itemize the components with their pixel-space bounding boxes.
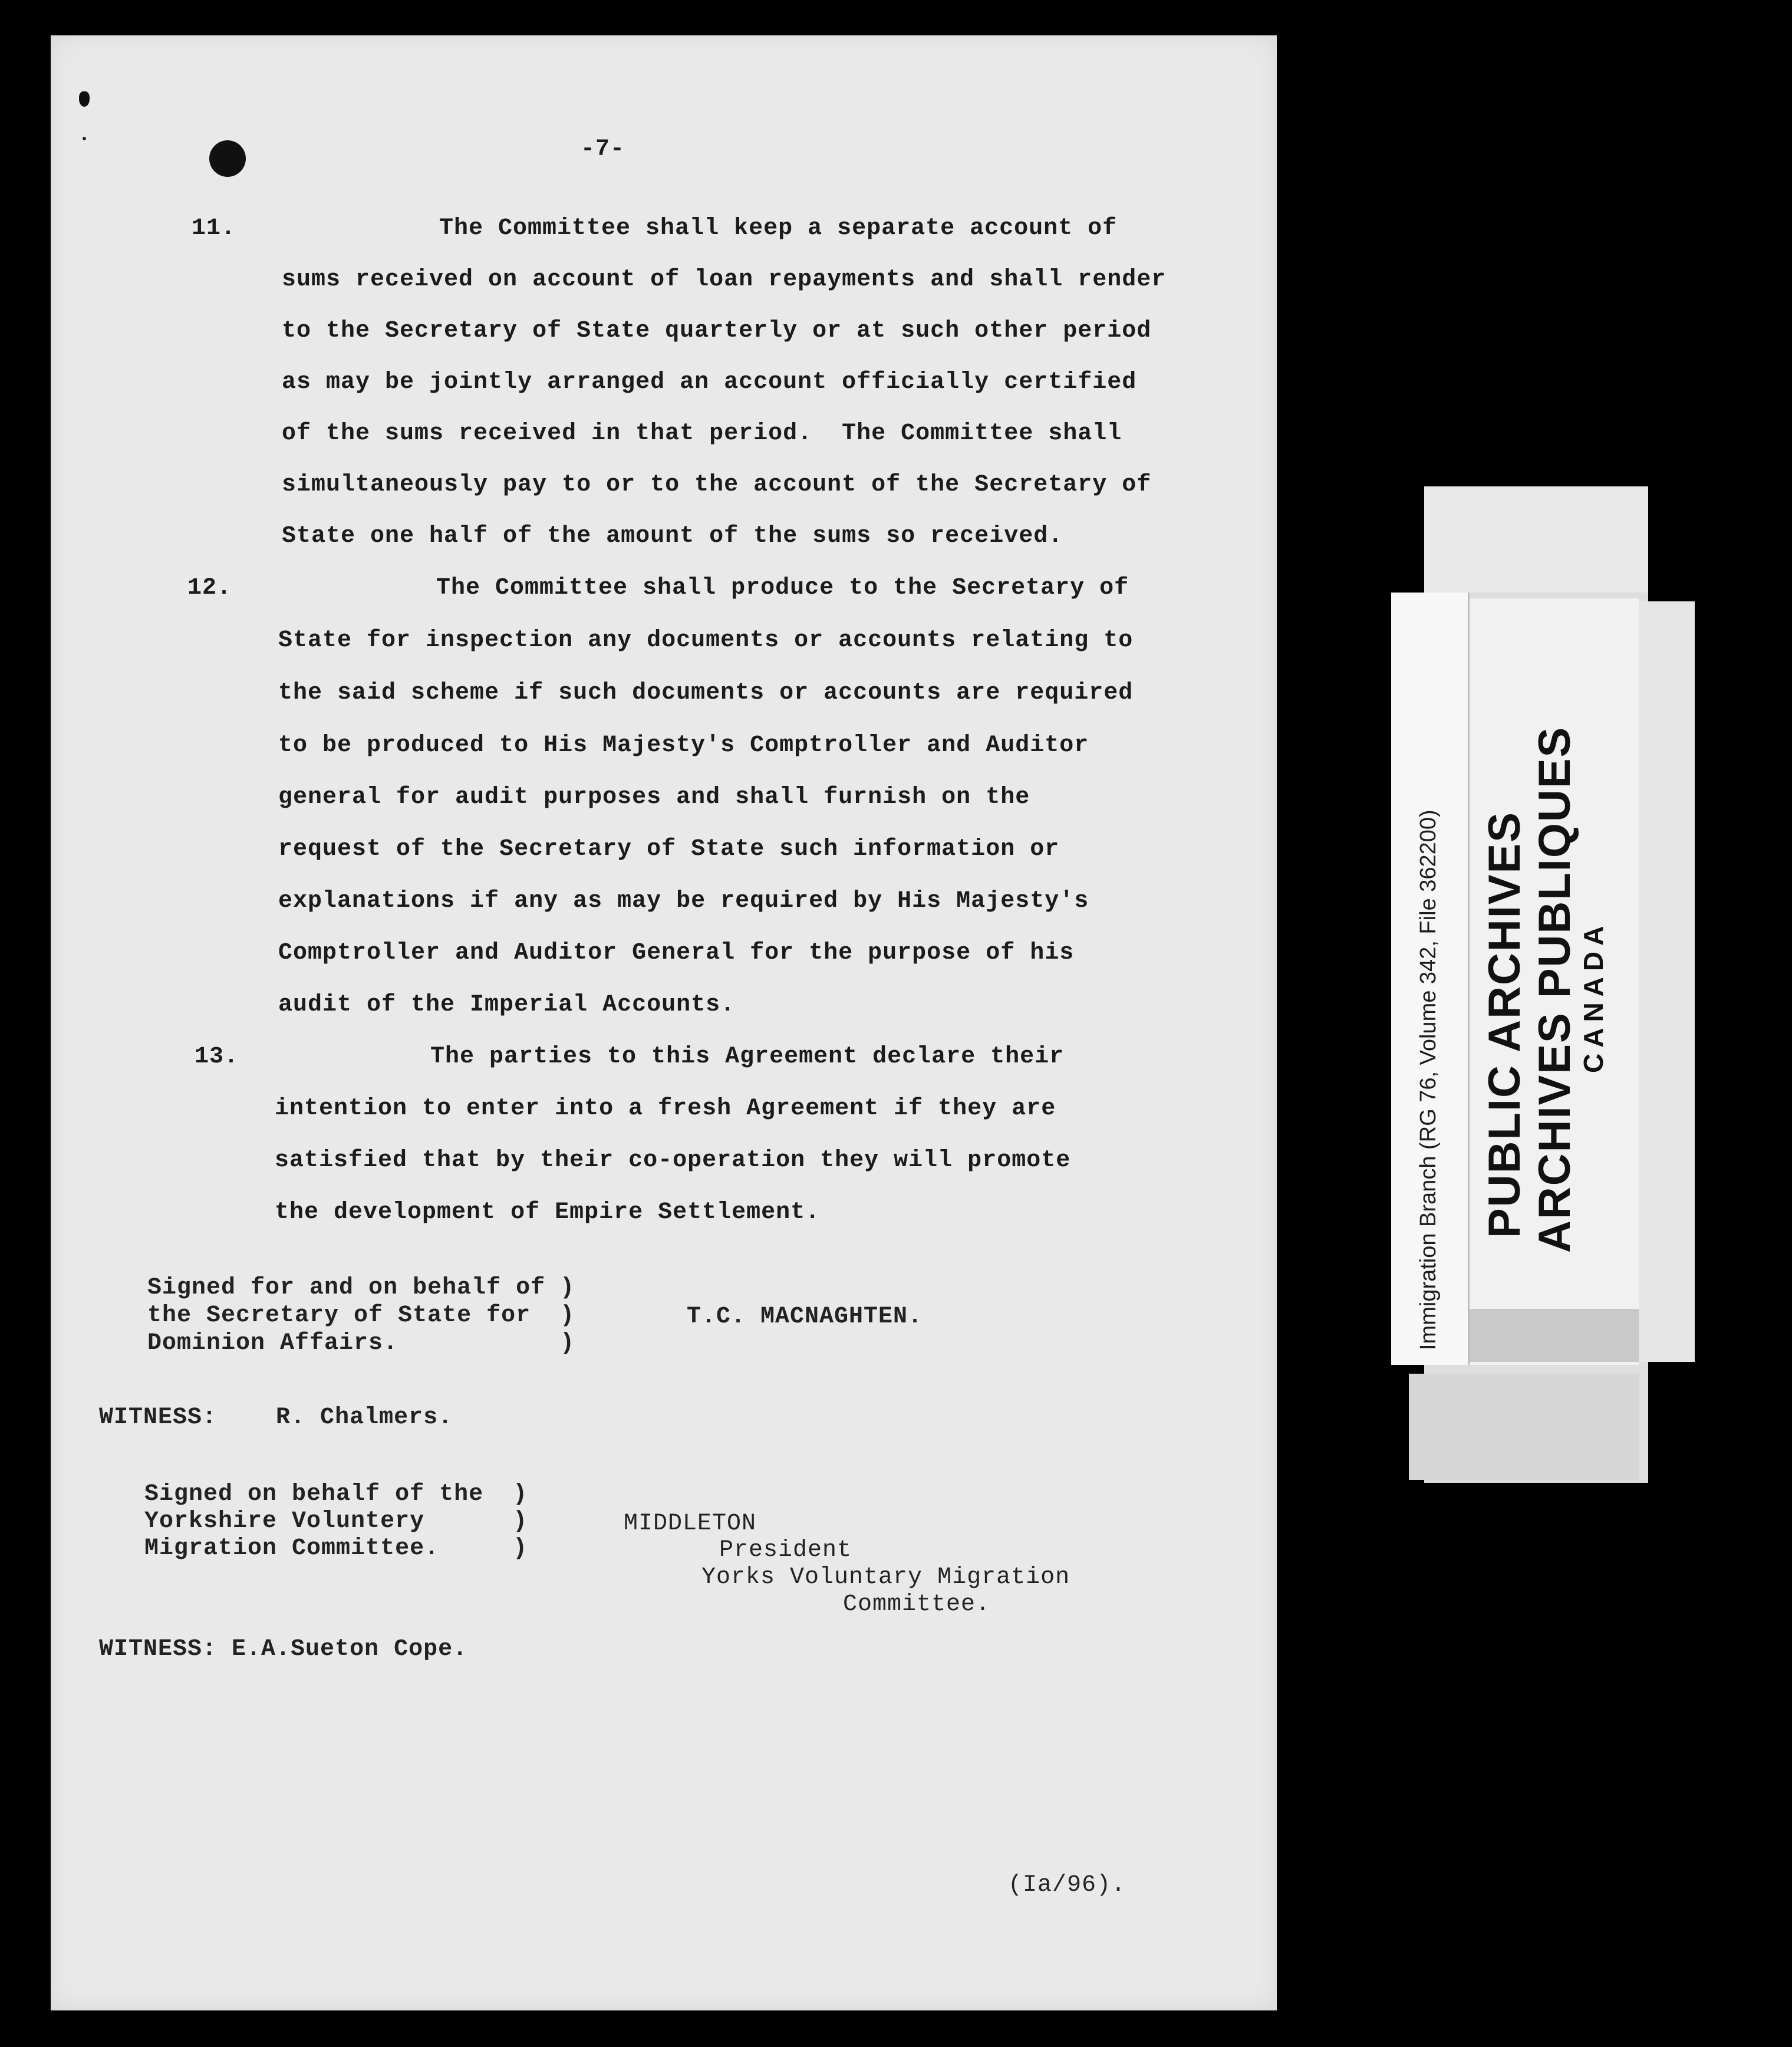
signature-block-1-line: the Secretary of State for ) <box>147 1302 575 1329</box>
paragraph-11-line: State one half of the amount of the sums so received. <box>282 523 1063 549</box>
paragraph-number-13: 13. <box>195 1044 239 1070</box>
witness-2: WITNESS: E.A.Sueton Cope. <box>99 1636 468 1663</box>
signature-block-1-line: Signed for and on behalf of ) <box>147 1275 575 1301</box>
signatory-2-line: President <box>719 1537 852 1564</box>
witness-1: WITNESS: R. Chalmers. <box>99 1404 453 1431</box>
paragraph-12-line: Comptroller and Auditor General for the purpose of his <box>278 940 1075 966</box>
paragraph-13-line: intention to enter into a fresh Agreement if they are <box>275 1095 1056 1122</box>
paragraph-11-line: simultaneously pay to or to the account of the Secretary of <box>282 472 1152 498</box>
paragraph-11-line: of the sums received in that period. The Committee shall <box>282 420 1122 447</box>
page-mark <box>79 91 90 107</box>
paragraph-13-line: The parties to this Agreement declare their <box>430 1044 1065 1070</box>
signatory-1: T.C. MACNAGHTEN. <box>687 1304 923 1330</box>
signature-block-2-line: Yorkshire Voluntery ) <box>144 1508 528 1535</box>
archive-reference: Immigration Branch (RG 76, Volume 342, File 362200) <box>1416 809 1441 1350</box>
paragraph-12-line: State for inspection any documents or accounts relating to <box>278 627 1134 654</box>
paragraph-13-line: satisfied that by their co-operation they will promote <box>275 1147 1071 1174</box>
archive-stamp-line-3: CANADA <box>1578 920 1609 1073</box>
archive-label-band <box>1462 1309 1639 1362</box>
archive-stamp-line-2: ARCHIVES PUBLIQUES <box>1530 726 1580 1253</box>
paragraph-11-line: sums received on account of loan repayments and shall render <box>282 266 1167 293</box>
signatory-2-line: MIDDLETON <box>624 1510 757 1537</box>
paragraph-12-line: the said scheme if such documents or accounts are required <box>278 680 1134 706</box>
paragraph-11-line: to the Secretary of State quarterly or at such other period <box>282 318 1152 344</box>
paragraph-12-line: audit of the Imperial Accounts. <box>278 992 736 1018</box>
paragraph-12-line: The Committee shall produce to the Secretary of <box>436 575 1129 601</box>
archive-label-side <box>1636 601 1695 1362</box>
archive-label-top-strip <box>1424 486 1648 593</box>
signature-block-2-line: Migration Committee. ) <box>144 1535 528 1562</box>
signature-block-2-line: Signed on behalf of the ) <box>144 1481 528 1508</box>
paragraph-11-line: as may be jointly arranged an account officially certified <box>282 369 1137 396</box>
archive-stamp-line-1: PUBLIC ARCHIVES <box>1480 811 1530 1238</box>
archive-label-bottom-strip <box>1409 1374 1639 1480</box>
paragraph-13-line: the development of Empire Settlement. <box>275 1199 821 1226</box>
paragraph-12-line: general for audit purposes and shall furnish on the <box>278 784 1030 811</box>
punch-hole <box>209 140 246 177</box>
paragraph-12-line: request of the Secretary of State such information or <box>278 836 1060 863</box>
signatory-2-line: Yorks Voluntary Migration <box>701 1564 1070 1591</box>
page-number: -7- <box>581 136 625 163</box>
paragraph-number-11: 11. <box>192 215 236 242</box>
signature-block-1-line: Dominion Affairs. ) <box>147 1330 575 1357</box>
paragraph-12-line: to be produced to His Majesty's Comptroller and Auditor <box>278 732 1089 759</box>
signatory-2-line: Committee. <box>843 1591 991 1618</box>
footer-reference: (Ia/96). <box>1008 1872 1126 1898</box>
paragraph-12-line: explanations if any as may be required by His Majesty's <box>278 888 1089 914</box>
paragraph-11-line: The Committee shall keep a separate account of <box>439 215 1118 242</box>
page-dot <box>83 137 86 140</box>
paragraph-number-12: 12. <box>187 575 232 601</box>
